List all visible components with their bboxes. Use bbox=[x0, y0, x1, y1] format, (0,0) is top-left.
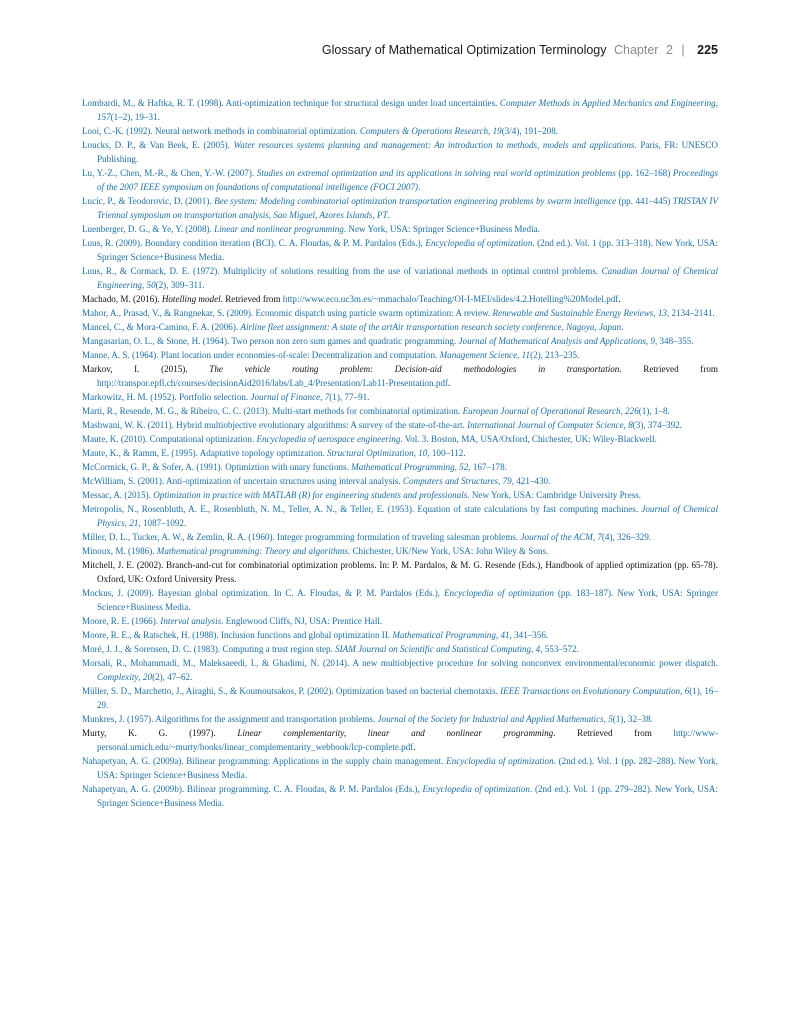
reference-entry bbox=[82, 264, 718, 292]
reference-italic-text: 5 bbox=[608, 714, 613, 724]
reference-text: , bbox=[498, 476, 503, 486]
reference-italic-text: 21 bbox=[129, 518, 139, 528]
reference-text: , bbox=[620, 406, 626, 416]
reference-text: Müller, S. D., Marchetto, J., Airaghi, S., & Koumoutsakos, P. (2002). Optimization based on bacterial chemotaxis. bbox=[82, 686, 501, 696]
reference-text: . bbox=[618, 294, 621, 304]
reference-text: . bbox=[418, 182, 421, 192]
reference-italic-text: Journal of the Society for Industrial and Applied Mathematics bbox=[377, 714, 604, 724]
reference-entry bbox=[82, 684, 718, 712]
reference-text: Nahapetyan, A. G. (2009a). Bilinear programming: Applications in the supply chain management. bbox=[82, 756, 447, 766]
reference-italic-text: Encyclopedia of optimization bbox=[425, 238, 533, 248]
reference-italic-text: Canadian Journal of Chemical Engineering bbox=[97, 266, 718, 290]
reference-text: Mahor, A., Prasad, V., & Rangnekar, S. (2009). Economic dispatch using particle swarm optimization: A review. bbox=[82, 308, 493, 318]
reference-text: . (2nd ed.). Vol. 1 (pp. 313–318). New York, USA: Springer Science+Business Media. bbox=[97, 238, 718, 262]
header-separator: | bbox=[681, 43, 685, 57]
reference-text: . Retrieved from bbox=[220, 294, 283, 304]
reference-text: , bbox=[531, 644, 536, 654]
reference-text: , 348–355. bbox=[654, 336, 694, 346]
reference-entry bbox=[82, 446, 718, 460]
reference-text: , bbox=[320, 392, 325, 402]
reference-italic-text: Studies on extremal optimization and its applications in solving real world optimization problems bbox=[256, 168, 616, 178]
reference-text: , bbox=[592, 532, 598, 542]
reference-text: Mockus, J. (2009). Bayesian global optimization. In C. A. Floudas, & P. M. Pardalos (Eds.), bbox=[82, 588, 444, 598]
reference-italic-text: 7 bbox=[597, 532, 602, 542]
reference-italic-text: 52 bbox=[459, 462, 469, 472]
reference-entry bbox=[82, 320, 718, 334]
reference-text: , 421–430. bbox=[511, 476, 551, 486]
reference-text: . Retrieved from bbox=[553, 728, 674, 738]
reference-italic-text: Encyclopedia of optimization bbox=[446, 756, 554, 766]
reference-text: Lu, Y.-Z., Chen, M.-R., & Chen, Y.-W. (2007). bbox=[82, 168, 257, 178]
reference-italic-text: Linear complementarity, linear and nonlinear programming bbox=[237, 728, 554, 738]
reference-italic-text: Encyclopedia of aerospace engineering bbox=[256, 434, 401, 444]
reference-text: , bbox=[454, 462, 460, 472]
reference-text: . Vol. 3. Boston, MA, USA/Oxford, Chichester, UK: Wiley-Blackwell. bbox=[400, 434, 657, 444]
reference-entry bbox=[82, 642, 718, 656]
reference-text: (2), 213–235. bbox=[530, 350, 580, 360]
reference-text: . Chichester, UK/New York, USA: John Wiley & Sons. bbox=[347, 546, 549, 556]
reference-text: (2), 47–62. bbox=[152, 672, 193, 682]
reference-text: Maute, K., & Ramm, E. (1995). Adaptative topology optimization. bbox=[82, 448, 327, 458]
reference-entry bbox=[82, 390, 718, 404]
reference-text: , 100–112. bbox=[427, 448, 466, 458]
reference-text: (4), 326–329. bbox=[601, 532, 652, 542]
reference-italic-text: TRISTAN IV Triennal symposium on transportation analysis, Sao Miguel, Azores Islands, PT bbox=[97, 196, 718, 220]
reference-entry bbox=[82, 362, 718, 390]
reference-text: , bbox=[623, 420, 629, 430]
running-header bbox=[322, 43, 718, 57]
reference-text: Murty, K. G. (1997). bbox=[82, 728, 238, 738]
reference-italic-text: IEEE Transactions on Evolutionary Computation bbox=[500, 686, 681, 696]
reference-entry bbox=[82, 418, 718, 432]
reference-text: . bbox=[387, 210, 390, 220]
reference-italic-text: 10 bbox=[418, 448, 428, 458]
reference-text: . (2nd ed.). Vol. 1 (pp. 282–288). New York, USA: Springer Science+Business Media. bbox=[97, 756, 718, 780]
reference-entry bbox=[82, 404, 718, 418]
reference-text: (2), 309–311. bbox=[155, 280, 205, 290]
reference-italic-text: Management Science bbox=[439, 350, 518, 360]
reference-url-link[interactable]: http://transpor.epfl.ch/courses/decisionAid2016/labs/Lab_4/Presentation/Lab11-Presentation.pdf bbox=[97, 378, 448, 388]
reference-url-link[interactable]: http://www.eco.uc3m.es/~mmachalo/Teaching/OI-I-MEI/slides/4.2.Hotelling%20Model.pdf bbox=[282, 294, 619, 304]
reference-text: Machado, M. (2016). bbox=[82, 294, 162, 304]
reference-text: Luus, R. (2009). Boundary condition iteration (BCI). C. A. Floudas, & P. M. Pardalos (Eds.), bbox=[82, 238, 426, 248]
reference-text: McCormick, G. P., & Sofer, A. (1991). Optimiztion with unary functions. bbox=[82, 462, 352, 472]
reference-italic-text: 4 bbox=[535, 644, 541, 654]
reference-italic-text: Journal of Chemical Physics bbox=[97, 504, 718, 528]
reference-text: , bbox=[653, 308, 658, 318]
reference-italic-text: Structural Optimization bbox=[327, 448, 414, 458]
reference-entry bbox=[82, 614, 718, 628]
reference-text: Markov, I. (2015). bbox=[82, 364, 210, 374]
reference-italic-text: 41 bbox=[500, 630, 510, 640]
reference-italic-text: 157 bbox=[97, 112, 111, 122]
reference-italic-text: Journal of the ACM bbox=[520, 532, 593, 542]
reference-text: Messac, A. (2015). bbox=[82, 490, 154, 500]
reference-text: . New York, USA: Cambridge University Press. bbox=[467, 490, 642, 500]
reference-text: , bbox=[488, 126, 493, 136]
reference-entry bbox=[82, 782, 718, 810]
reference-text: . Paris, FR: UNESCO Publishing. bbox=[97, 140, 718, 164]
reference-text: , bbox=[645, 336, 651, 346]
reference-italic-text: Mathematical Programming bbox=[392, 630, 496, 640]
reference-text: Mangasarian, O. L., & Stone, H. (1964). Two person non zero sum games and quadratic programming. bbox=[82, 336, 459, 346]
reference-entry bbox=[82, 712, 718, 726]
reference-italic-text: 6 bbox=[684, 686, 690, 696]
reference-text: Luenberger, D. G., & Ye, Y. (2008). bbox=[82, 224, 215, 234]
reference-italic-text: 19 bbox=[492, 126, 502, 136]
reference-italic-text: 7 bbox=[324, 392, 330, 402]
reference-text: Moore, R. E., & Ratschek, H. (1988). Inclusion functions and global optimization II. bbox=[82, 630, 393, 640]
reference-entry bbox=[82, 586, 718, 614]
reference-text: Metropolis, N., Rosenbluth, A. E., Rosenbluth, N. M., Teller, A. N., & Teller, E. (1953). Equation of state calculations by fast computing machines. bbox=[82, 504, 642, 514]
reference-entry bbox=[82, 488, 718, 502]
reference-italic-text: Computer Methods in Applied Mechanics and Engineering bbox=[499, 98, 716, 108]
reference-entry bbox=[82, 544, 718, 558]
reference-text: , bbox=[141, 280, 147, 290]
reference-text: , bbox=[715, 98, 719, 108]
reference-italic-text: Airline fleet assignment: A state of the artAir transportation research society conference, Nagoya, Japan bbox=[240, 322, 622, 332]
reference-entry bbox=[82, 166, 718, 194]
reference-text: . bbox=[621, 322, 624, 332]
reference-entry bbox=[82, 124, 718, 138]
reference-italic-text: Journal of Mathematical Analysis and Applications bbox=[458, 336, 646, 346]
reference-entry bbox=[82, 656, 718, 684]
reference-entry bbox=[82, 292, 718, 306]
reference-text: , bbox=[124, 518, 130, 528]
reference-italic-text: SIAM Journal on Scientific and Statistical Computing bbox=[335, 644, 532, 654]
reference-text: Marti, R., Resende, M. G., & Ribeiro, C. C. (2013). Multi-start methods for combinatorial optimization. bbox=[82, 406, 463, 416]
reference-entry bbox=[82, 236, 718, 264]
reference-text: , 341–356. bbox=[509, 630, 549, 640]
reference-entry bbox=[82, 138, 718, 166]
reference-text: Looi, C.-K. (1992). Neural network methods in combinatorial optimization. bbox=[82, 126, 360, 136]
reference-italic-text: European Journal of Operational Research bbox=[462, 406, 621, 416]
reference-text: Miller, D. L., Tucker, A. W., & Zemlin, R. A. (1960). Integer programming formulation of traveling salesman problems. bbox=[82, 532, 521, 542]
reference-text: , 1087–1092. bbox=[138, 518, 187, 528]
reference-text: Minoux, M. (1986). bbox=[82, 546, 157, 556]
reference-italic-text: Hotelling model bbox=[161, 294, 221, 304]
reference-text: (1–2), 19–31. bbox=[110, 112, 160, 122]
reference-italic-text: Computers & Operations Research bbox=[359, 126, 489, 136]
reference-text: , bbox=[517, 350, 522, 360]
reference-text: , 167–178. bbox=[468, 462, 507, 472]
reference-text: Lombardi, M., & Haftka, R. T. (1998). Anti-optimization technique for structural design under load uncertainties. bbox=[82, 98, 500, 108]
reference-text: Lucic, P., & Teodorovic, D. (2001). bbox=[82, 196, 215, 206]
reference-text: . bbox=[447, 378, 451, 388]
reference-text: Moré, J. J., & Sorensen, D. C. (1983). Computing a trust region step. bbox=[82, 644, 336, 654]
reference-italic-text: International Journal of Computer Science bbox=[467, 420, 624, 430]
reference-entry bbox=[82, 502, 718, 530]
reference-text: Morsali, R., Mohammadi, M., Maleksaeedi, I., & Ghadimi, N. (2014). A new multiobjective procedure for solving nonconvex environmental/economic power dispatch. bbox=[82, 658, 718, 668]
reference-italic-text: Water resources systems planning and management: An introduction to methods, models and applications bbox=[233, 140, 635, 150]
reference-italic-text: Bee system: Modeling combinatorial optimization transportation engineering problems by swarm intelligence bbox=[214, 196, 617, 206]
reference-text: (pp. 441–445) bbox=[616, 196, 673, 206]
reference-text: (1), 16–29. bbox=[97, 686, 719, 710]
reference-text: . Retrieved from bbox=[619, 364, 718, 374]
reference-text: McWilliam, S. (2001). Anti-optimization of uncertain structures using interval analysis. bbox=[82, 476, 403, 486]
reference-text: Maute, K. (2010). Computational optimization. bbox=[82, 434, 257, 444]
reference-entry bbox=[82, 334, 718, 348]
reference-text: , bbox=[138, 672, 143, 682]
reference-italic-text: Mathematical Programming bbox=[351, 462, 455, 472]
reference-text: Mashwani, W. K. (2011). Hybrid multiobjective evolutionary algorithms: A survey of the state-of-the-art. bbox=[82, 420, 468, 430]
reference-entry bbox=[82, 474, 718, 488]
page-number: 225 bbox=[697, 43, 718, 57]
reference-text: , bbox=[495, 630, 501, 640]
reference-italic-text: Optimization in practice with MATLAB (R) for engineering students and professionals bbox=[153, 490, 468, 500]
reference-italic-text: Journal of Finance bbox=[250, 392, 321, 402]
reference-entry bbox=[82, 754, 718, 782]
reference-entry bbox=[82, 306, 718, 320]
reference-text: . New York, USA: Springer Science+Business Media. bbox=[343, 224, 540, 234]
reference-italic-text: Interval analysis bbox=[160, 616, 222, 626]
reference-italic-text: 13 bbox=[657, 308, 667, 318]
reference-italic-text: 50 bbox=[146, 280, 156, 290]
reference-entry bbox=[82, 460, 718, 474]
reference-italic-text: 11 bbox=[521, 350, 531, 360]
reference-italic-text: 20 bbox=[142, 672, 153, 682]
reference-text: , 553–572. bbox=[540, 644, 579, 654]
reference-text: (1), 1–8. bbox=[638, 406, 670, 416]
reference-url-link[interactable]: http://www-personal.umich.edu/~murty/books/linear_complementarity_webbook/lcp-complete.pdf bbox=[97, 728, 718, 752]
running-title: Glossary of Mathematical Optimization Terminology bbox=[321, 43, 607, 57]
reference-italic-text: Encyclopedia of optimization bbox=[422, 784, 530, 794]
chapter-number: 2 bbox=[665, 43, 673, 57]
reference-text: , bbox=[680, 686, 685, 696]
reference-text: Moore, R. E. (1966). bbox=[82, 616, 161, 626]
chapter-label: Chapter bbox=[614, 43, 659, 57]
reference-italic-text: 9 bbox=[650, 336, 655, 346]
reference-text: Luus, R., & Cormack, D. E. (1972). Multiplicity of solutions resulting from the use of variational methods in optimal control problems. bbox=[82, 266, 602, 276]
reference-text: Mancel, C., & Mora-Camino, F. A. (2006). bbox=[82, 322, 241, 332]
reference-italic-text: 8 bbox=[628, 420, 633, 430]
reference-text: . bbox=[413, 742, 416, 752]
reference-italic-text: Renewable and Sustainable Energy Reviews bbox=[492, 308, 654, 318]
reference-text: (3/4), 191–208. bbox=[501, 126, 559, 136]
reference-text: . Englewood Cliffs, NJ, USA: Prentice Hall. bbox=[221, 616, 383, 626]
reference-italic-text: 226 bbox=[625, 406, 639, 416]
reference-entry bbox=[82, 726, 718, 754]
reference-text: , bbox=[603, 714, 609, 724]
reference-entry bbox=[82, 628, 718, 642]
reference-list bbox=[82, 96, 718, 810]
reference-text: (3), 374–392. bbox=[632, 420, 683, 430]
reference-entry bbox=[82, 348, 718, 362]
reference-text: Nahapetyan, A. G. (2009b). Bilinear programming. C. A. Floudas, & P. M. Pardalos (Eds.), bbox=[82, 784, 423, 794]
reference-text: Munkres, J. (1957). Ailgorithms for the assignment and transportation problems. bbox=[82, 714, 378, 724]
reference-text: (pp. 183–187). New York, USA: Springer Science+Business Media. bbox=[97, 588, 718, 612]
reference-text: Mitchell, J. E. (2002). Branch-and-cut for combinatorial optimization problems. In: P. M. Pardalos, & M. G. Resende (Eds.), Handbook of applied optimization (pp. 65-78). Oxford, UK: Oxford University Press. bbox=[82, 560, 718, 584]
reference-entry bbox=[82, 194, 718, 222]
reference-entry bbox=[82, 530, 718, 544]
reference-text: Markowitz, H. M. (1952). Portfolio selection. bbox=[82, 392, 251, 402]
reference-italic-text: Computers and Structures bbox=[402, 476, 499, 486]
reference-italic-text: Mathematical programming: Theory and algorithms bbox=[156, 546, 348, 556]
reference-italic-text: The vehicle routing problem: Decision-aid methodologies in transportation bbox=[209, 364, 620, 374]
reference-italic-text: 79 bbox=[502, 476, 512, 486]
reference-italic-text: Proceedings of the 2007 IEEE symposium on foundations of computational intelligence (FOCI 2007) bbox=[97, 168, 719, 192]
reference-italic-text: Encyclopedia of optimization bbox=[443, 588, 554, 598]
reference-italic-text: Linear and nonlinear programming bbox=[214, 224, 344, 234]
reference-entry bbox=[82, 558, 718, 586]
reference-text: , 2134–2141. bbox=[666, 308, 715, 318]
reference-text: Loucks, D. P., & Van Beek, E. (2005). bbox=[82, 140, 234, 150]
reference-entry bbox=[82, 222, 718, 236]
reference-text: (1), 32–38. bbox=[612, 714, 653, 724]
reference-entry bbox=[82, 96, 718, 124]
reference-italic-text: Complexity bbox=[97, 672, 139, 682]
reference-text: Manne, A. S. (1964). Plant location under economies-of-scale: Decentralization and computation. bbox=[82, 350, 440, 360]
reference-text: (1), 77–91. bbox=[329, 392, 370, 402]
reference-text: . (2nd ed.). Vol. 1 (pp. 279–282). New York, USA: Springer Science+Business Media. bbox=[97, 784, 718, 808]
reference-text: , bbox=[413, 448, 419, 458]
reference-entry bbox=[82, 432, 718, 446]
reference-text: (pp. 162–168) bbox=[615, 168, 673, 178]
